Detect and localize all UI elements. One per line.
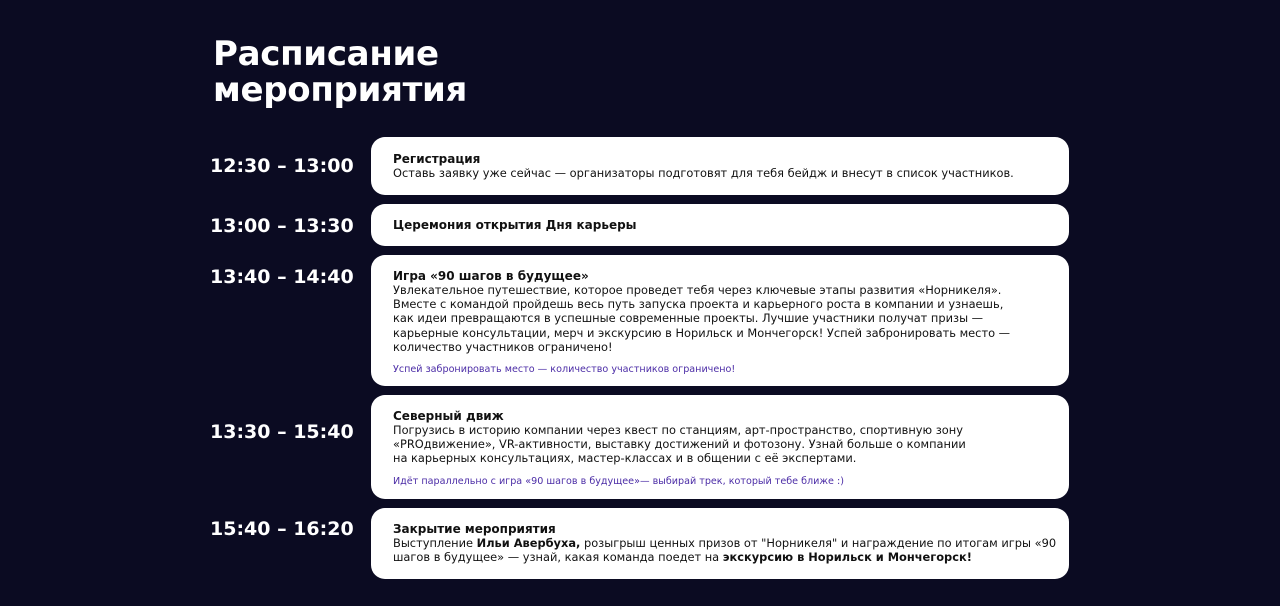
schedule-card-closing (371, 508, 1069, 579)
schedule-title: Церемония открытия Дня карьеры (393, 218, 637, 232)
schedule-title: Закрытие мероприятия (393, 522, 556, 536)
schedule-card-north (371, 395, 1069, 499)
schedule-description (393, 536, 1057, 564)
schedule-time-game: 13:40 – 14:40 (210, 266, 354, 288)
schedule-title: Северный движ (393, 409, 504, 423)
schedule-description: Погрузись в историю компании через квест по станциям, арт-пространство, спортивную зону «PROдвижение», VR-активности, выставку достижений и фотозону. Узнай больше о компании на карьерных консультациях, мастер-классах и в общении с её экспертами. (393, 423, 966, 466)
schedule-note: Идёт параллельно с игра «90 шагов в будущее»— выбирай трек, который тебе ближе :) (393, 475, 844, 487)
desc-part: розыгрыш ценных призов от "Норникеля" и награждение по итогам игры «90 шагов в будущее» — узнай, какая команда поедет на (393, 536, 1057, 565)
excursion-highlight: экскурсию в Норильск и Мончегорск! (722, 550, 972, 565)
schedule-description: Оставь заявку уже сейчас — организаторы подготовят для тебя бейдж и внесут в список участников. (393, 166, 1014, 180)
schedule-time-closing: 15:40 – 16:20 (210, 518, 354, 540)
page-title-line-1: Расписание (213, 34, 439, 74)
schedule-time-north: 13:30 – 15:40 (210, 421, 354, 443)
schedule-time-opening: 13:00 – 13:30 (210, 215, 354, 237)
schedule-card-game (371, 255, 1069, 386)
speaker-name: Ильи Авербуха, (476, 536, 581, 550)
schedule-description: Увлекательное путешествие, которое проведет тебя через ключевые этапы развития «Норникеля». Вместе с командой пройдешь весь путь запуска проекта и карьерного роста в компании и узнаешь, как идеи превращаются в успешные современные проекты. Лучшие участники получат призы — карьерные консультации, мерч и экскурсию в Норильск и Мончегорск! Успей забронировать место — количество участников ограничено! (393, 283, 1011, 354)
schedule-card-registration (371, 137, 1069, 195)
schedule-title: Регистрация (393, 152, 481, 166)
desc-part: Выступление (393, 536, 477, 550)
schedule-time-registration: 12:30 – 13:00 (210, 155, 354, 177)
schedule-title: Игра «90 шагов в будущее» (393, 269, 589, 283)
page-title (213, 36, 467, 108)
schedule-note: Успей забронировать место — количество участников ограничено! (393, 364, 736, 376)
schedule-card-opening (371, 204, 1069, 246)
page-title-line-2: мероприятия (213, 70, 468, 110)
